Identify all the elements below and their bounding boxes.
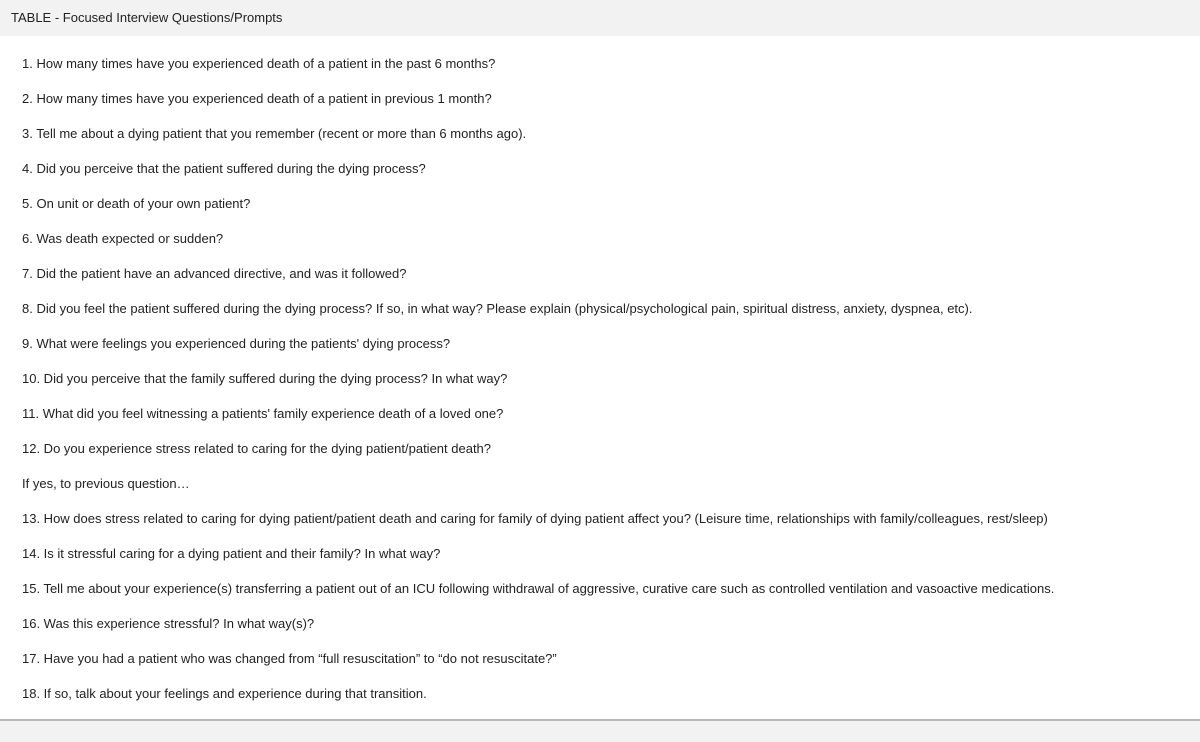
question-row: 9. What were feelings you experienced during the patients' dying process? (22, 336, 451, 351)
question-row: 13. How does stress related to caring for dying patient/patient death and caring for family of dying patient affect you? (Leisure time, relationships with family/colleagues, rest/sleep) (22, 511, 1048, 526)
question-list (0, 46, 1200, 711)
question-row: 8. Did you feel the patient suffered during the dying process? If so, in what way? Please explain (physical/psychological pain, spiritual distress, anxiety, dyspnea, etc). (22, 301, 973, 316)
question-row: 4. Did you perceive that the patient suffered during the dying process? (22, 161, 426, 176)
question-row: 7. Did the patient have an advanced directive, and was it followed? (22, 266, 407, 281)
question-row: 14. Is it stressful caring for a dying patient and their family? In what way? (22, 546, 441, 561)
question-row: 18. If so, talk about your feelings and experience during that transition. (22, 686, 427, 701)
table-title: TABLE - Focused Interview Questions/Prompts (0, 0, 1200, 36)
question-row: 17. Have you had a patient who was changed from “full resuscitation” to “do not resuscitate?” (22, 651, 557, 666)
question-row: 5. On unit or death of your own patient? (22, 196, 251, 211)
question-row: 16. Was this experience stressful? In what way(s)? (22, 616, 315, 631)
question-row: 2. How many times have you experienced death of a patient in previous 1 month? (22, 91, 492, 106)
question-row: 15. Tell me about your experience(s) transferring a patient out of an ICU following withdrawal of aggressive, curative care such as controlled ventilation and vasoactive medications. (22, 581, 1055, 596)
question-row: 10. Did you perceive that the family suffered during the dying process? In what way? (22, 371, 508, 386)
question-row: 6. Was death expected or sudden? (22, 231, 224, 246)
question-row: 11. What did you feel witnessing a patients' family experience death of a loved one? (22, 406, 504, 421)
question-row: 3. Tell me about a dying patient that you remember (recent or more than 6 months ago). (22, 126, 527, 141)
table-footer-band (0, 721, 1200, 742)
question-row: 1. How many times have you experienced death of a patient in the past 6 months? (22, 56, 496, 71)
conditional-prompt-row: If yes, to previous question… (22, 476, 190, 491)
question-row: 12. Do you experience stress related to caring for the dying patient/patient death? (22, 441, 492, 456)
